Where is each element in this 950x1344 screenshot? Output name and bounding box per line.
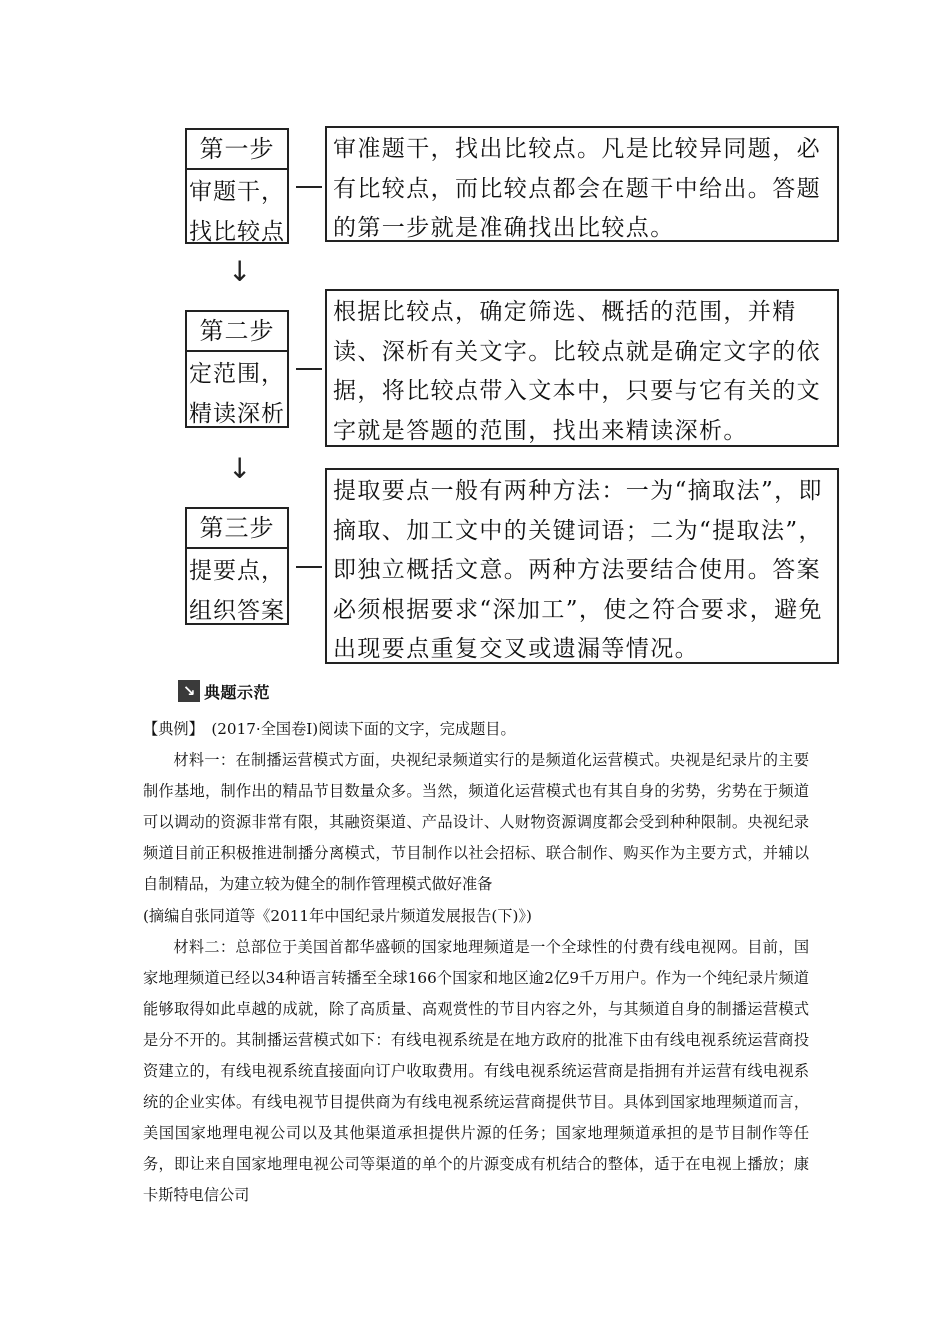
- down-arrow-1: ↓: [228, 255, 252, 288]
- step-1-connector: [296, 186, 322, 188]
- section-heading: [178, 680, 270, 702]
- step-3-sub-line-2: 组织答案: [189, 598, 285, 624]
- step-2-connector: [296, 368, 322, 370]
- step-3-title: 第三步: [187, 509, 287, 549]
- step-1-subtitle: [187, 170, 287, 252]
- step-1-description: 审准题干，找出比较点。凡是比较异同题，必有比较点，而比较点都会在题干中给出。答题的第一步就是准确找出比较点。: [325, 126, 839, 242]
- step-1-title: 第一步: [187, 130, 287, 170]
- step-1-box: [185, 128, 289, 244]
- step-1-sub-line-2: 找比较点: [189, 219, 285, 245]
- step-2-title: 第二步: [187, 312, 287, 352]
- example-body: [143, 714, 809, 1212]
- material-one-paragraph: 材料一：在制播运营模式方面，央视纪录频道实行的是频道化运营模式。央视是纪录片的主要制作基地，制作出的精品节目数量众多。当然，频道化运营模式也有其自身的劣势，劣势在于频道可以调动的资源非常有限，其融资渠道、产品设计、人财物资源调度都会受到种种限制。央视纪录频道目前正积极推进制播分离模式，节目制作以社会招标、联合制作、购买作为主要方式，并辅以自制精品，为建立较为健全的制作管理模式做好准备: [143, 751, 809, 894]
- step-1-sub-line-1: 审题干，: [189, 179, 285, 205]
- step-3-sub-line-1: 提要点，: [189, 558, 285, 584]
- step-2-sub-line-1: 定范围，: [189, 361, 285, 387]
- step-3-subtitle: [187, 549, 287, 631]
- material-one-source: (摘编自张同道等《2011年中国纪录片频道发展报告(下)》): [143, 906, 532, 925]
- step-2-description: 根据比较点，确定筛选、概括的范围，并精读、深析有关文字。比较点就是确定文字的依据，将比较点带入文本中，只要与它有关的文字就是答题的范围，找出来精读深析。: [325, 289, 839, 447]
- down-arrow-2: ↓: [228, 452, 252, 485]
- step-3-description: 提取要点一般有两种方法：一为“摘取法”，即摘取、加工文中的关键词语；二为“提取法”，即独立概括文意。两种方法要结合使用。答案必须根据要求“深加工”，使之符合要求，避免出现要点重复交叉或遗漏等情况。: [325, 468, 839, 664]
- material-two-paragraph: 材料二：总部位于美国首都华盛顿的国家地理频道是一个全球性的付费有线电视网。目前，国家地理频道已经以34种语言转播至全球166个国家和地区逾2亿9千万用户。作为一个纯纪录片频道能够取得如此卓越的成就，除了高质量、高观赏性的节目内容之外，与其频道自身的制播运营模式是分不开的。其制播运营模式如下：有线电视系统是在地方政府的批准下由有线电视系统运营商投资建立的，有线电视系统直接面向订户收取费用。有线电视系统运营商是指拥有并运营有线电视系统的企业实体。有线电视节目提供商为有线电视系统运营商提供节目。具体到国家地理频道而言，美国国家地理电视公司以及其他渠道承担提供片源的任务；国家地理频道承担的是节目制作等任务，即让来自国家地理电视公司等渠道的单个的片源变成有机结合的整体，适于在电视上播放；康卡斯特电信公司: [143, 937, 809, 1205]
- step-3-box: [185, 507, 289, 625]
- step-2-subtitle: [187, 352, 287, 434]
- example-intro: 【典例】 (2017·全国卷Ⅰ)阅读下面的文字，完成题目。: [143, 720, 516, 738]
- section-title: 典题示范: [204, 682, 271, 702]
- step-2-box: [185, 310, 289, 428]
- arrow-badge-icon: ↘: [178, 680, 200, 702]
- step-3-connector: [296, 566, 322, 568]
- step-2-sub-line-2: 精读深析: [189, 401, 285, 427]
